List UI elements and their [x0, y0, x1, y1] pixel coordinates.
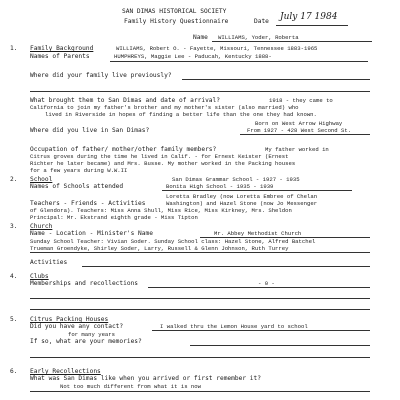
- clubs-underline: [148, 287, 370, 288]
- section-5-number: 5.: [10, 316, 18, 323]
- date-label: Date: [254, 18, 269, 25]
- brought-answer-1: 1918 - they came to: [269, 97, 333, 104]
- mother-value: HUMPHREYS, Maggie Lee - Paducah, Kentucky 1888-: [114, 53, 272, 60]
- section-3-number: 3.: [10, 223, 18, 230]
- school-answer-1: San Dimas Grammar School - 1927 - 1935: [172, 176, 300, 183]
- organization-title: SAN DIMAS HISTORICAL SOCIETY: [122, 8, 227, 15]
- date-value: July 17 1984: [280, 12, 338, 22]
- section-3-title: Church: [30, 223, 53, 230]
- section-6-title: Early Recollections: [30, 368, 101, 375]
- memories-question: If so, what are your memories?: [30, 338, 142, 345]
- early-recollections-question: What was San Dimas like when you arrived or first remember it?: [30, 375, 261, 382]
- form-title: Family History Questionnaire: [124, 18, 229, 25]
- teachers-answer-2: of Glendora). Teachers: Miss Anna Shull, Miss Rice, Miss Kirkney, Mrs. Sheldon: [30, 207, 292, 214]
- contact-answer-1: I walked thru the Lemon House yard to school: [160, 323, 308, 330]
- memories-line-2: [30, 357, 370, 358]
- live-underline: [240, 134, 370, 135]
- sunday-school-2: Trueman Groendyke, Shirley Soder, Larry, Russell & Glenn Johnson, Ruth Turrey: [30, 245, 289, 252]
- contact-answer-2: for many years: [68, 331, 115, 338]
- occupation-question: Occupation of father/ mother/other family members?: [30, 146, 217, 153]
- occupation-answer-4: for a few years during W.W.II: [30, 167, 128, 174]
- activities-label: Activities: [30, 259, 68, 266]
- occupation-answer-2: Citrus groves during the time he lived in Calif. - for Ernest Keister (Ernest: [30, 153, 289, 160]
- name-label: Name: [193, 34, 208, 41]
- church-value: Mr. Abbey Methodist Church: [214, 230, 302, 237]
- live-question: Where did you live in San Dimas?: [30, 127, 150, 134]
- name-value: WILLIAMS, Yoder, Roberta: [218, 34, 299, 41]
- teachers-answer-1: Washington) and Hazel Stone (now Jo Messenger: [166, 200, 318, 207]
- section-6-number: 6.: [10, 368, 18, 375]
- section-4-title: Clubs: [30, 273, 49, 280]
- teachers-label: Teachers - Friends - Activities: [30, 200, 146, 207]
- teachers-answer-3: Principal: Mr. Ekstrand eighth grade - Miss Tipton: [30, 214, 198, 221]
- section-5-title: Citrus Packing Houses: [30, 316, 109, 323]
- sunday-school-line: [30, 252, 370, 253]
- occupation-answer-3: Richter he later became) and Mrs. Busse. My mother worked in the Packing houses: [30, 160, 296, 167]
- parents-underline: [110, 61, 368, 62]
- contact-underline: [152, 330, 370, 331]
- occupation-answer-1: My father worked in: [265, 146, 329, 153]
- clubs-value: - 0 -: [258, 280, 275, 287]
- clubs-label: Memberships and recollections: [30, 280, 139, 287]
- clubs-line-2: [30, 298, 370, 299]
- contact-question: Did you have any contact?: [30, 323, 124, 330]
- section-2-title: School: [30, 176, 53, 183]
- brought-answer-2: California to join my father's brother and my mother's sister (also married) who: [30, 104, 299, 111]
- previous-residence-line-2: [30, 91, 370, 92]
- section-2-number: 2.: [10, 176, 18, 183]
- activities-line: [82, 266, 370, 267]
- section-4-number: 4.: [10, 273, 18, 280]
- memories-underline: [190, 345, 370, 346]
- previous-residence-question: Where did your family live previously?: [30, 72, 172, 79]
- name-underline: [212, 41, 372, 42]
- parents-label: Names of Parents: [30, 53, 90, 60]
- school-answer-3: Loretta Bradley (now Loretta Embree of Chelan: [166, 193, 318, 200]
- date-underline: [276, 25, 348, 26]
- schools-label: Names of Schools attended: [30, 183, 124, 190]
- live-answer-1: Born on West Arrow Highway: [255, 120, 343, 127]
- brought-question: What brought them to San Dimas and date of arrival?: [30, 97, 220, 104]
- early-recollections-answer: Not too much different from what it is now: [60, 383, 201, 390]
- church-label: Name - Location - Minister's Name: [30, 230, 153, 237]
- father-value: WILLIAMS, Robert O. - Fayette, Missouri, Tennessee 1883-1965: [116, 45, 318, 52]
- live-answer-2: From 1927 - 428 West Second St.: [247, 127, 352, 134]
- brought-answer-3: lived in Riverside in hopes of finding a better life than the one they had known.: [45, 111, 317, 118]
- school-answer-2: Bonita High School - 1935 - 1939: [166, 183, 274, 190]
- schools-underline: [162, 190, 352, 191]
- clubs-line-3: [30, 309, 370, 310]
- sunday-school-1: Sunday School Teacher: Vivian Soder. Sunday School class: Hazel Stone, Alfred Batchel: [30, 238, 316, 245]
- section-1-title: Family Background: [30, 45, 94, 52]
- section-1-number: 1.: [10, 45, 18, 52]
- previous-residence-line: [182, 79, 370, 80]
- early-recollections-line: [30, 391, 370, 392]
